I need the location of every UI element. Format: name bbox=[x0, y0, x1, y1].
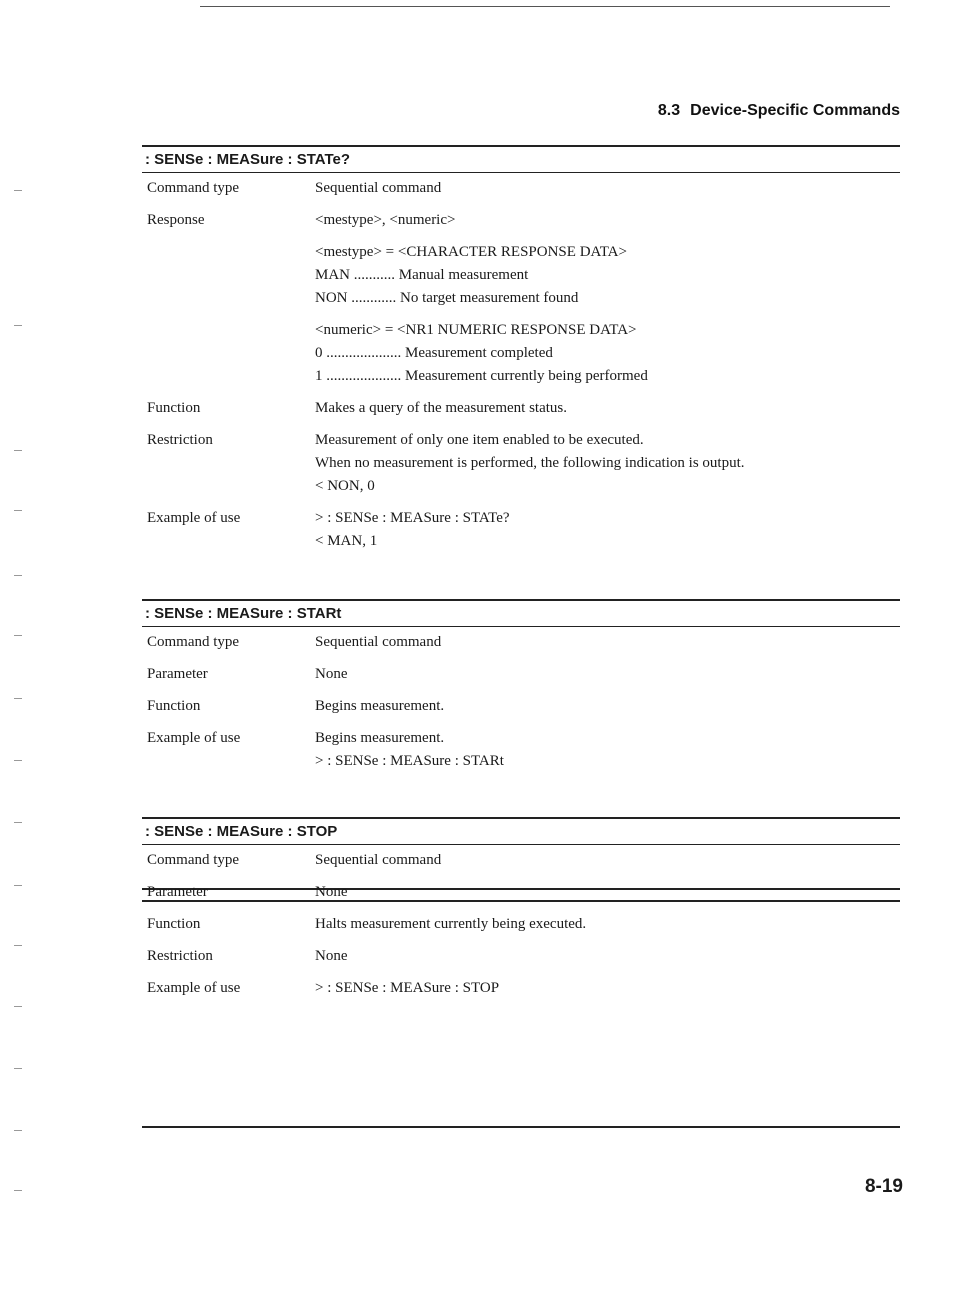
page-header bbox=[658, 102, 900, 120]
spec-value-line: None bbox=[315, 948, 348, 964]
spec-value-line: Halts measurement currently being executed. bbox=[315, 916, 587, 932]
spec-label: Command type bbox=[147, 180, 240, 196]
spec-value bbox=[315, 945, 900, 968]
spec-value-line: <numeric> = <NR1 NUMERIC RESPONSE DATA> bbox=[315, 322, 637, 338]
spec-value-line: Makes a query of the measurement status. bbox=[315, 400, 568, 416]
spec-label: Function bbox=[147, 916, 201, 932]
spec-value-line: Sequential command bbox=[315, 852, 442, 868]
spec-row bbox=[142, 241, 900, 310]
spec-value bbox=[315, 849, 900, 872]
spec-label: Restriction bbox=[147, 948, 213, 964]
spec-row bbox=[142, 631, 900, 654]
spec-value bbox=[315, 241, 900, 310]
spec-value bbox=[315, 663, 900, 686]
spec-value-line: Begins measurement. bbox=[315, 730, 445, 746]
spec-value-line: > : SENSe : MEASure : STOP bbox=[315, 980, 500, 996]
spec-value bbox=[315, 177, 900, 200]
spec-value bbox=[315, 631, 900, 654]
spec-value-line: Measurement of only one item enabled to be executed. bbox=[315, 432, 644, 448]
spec-value-line: None bbox=[315, 666, 348, 682]
spec-row bbox=[142, 397, 900, 420]
spec-row bbox=[142, 977, 900, 1000]
spec-value-line: NON ............ No target measurement found bbox=[315, 290, 579, 306]
section-stop bbox=[142, 817, 900, 1128]
spec-row bbox=[142, 507, 900, 553]
spec-value bbox=[315, 209, 900, 232]
spec-label: Restriction bbox=[147, 432, 213, 448]
spec-value bbox=[315, 727, 900, 773]
spec-value bbox=[315, 319, 900, 388]
spec-value bbox=[315, 507, 900, 553]
section-title: : SENSe : MEASure : STARt bbox=[142, 599, 900, 627]
section-end-rule bbox=[142, 1126, 900, 1128]
spec-row bbox=[142, 429, 900, 498]
spec-row bbox=[142, 849, 900, 872]
spec-value-line: < NON, 0 bbox=[315, 478, 375, 494]
spec-value-line: > : SENSe : MEASure : STATe? bbox=[315, 510, 510, 526]
spec-value bbox=[315, 695, 900, 718]
spec-value-line: > : SENSe : MEASure : STARt bbox=[315, 753, 504, 769]
spec-label: Command type bbox=[147, 634, 240, 650]
section-title: : SENSe : MEASure : STATe? bbox=[142, 145, 900, 173]
spec-label: Function bbox=[147, 698, 201, 714]
spec-label: Example of use bbox=[147, 980, 241, 996]
section-rows bbox=[142, 845, 900, 1000]
spec-value-line: <mestype>, <numeric> bbox=[315, 212, 456, 228]
spec-value-line: MAN ........... Manual measurement bbox=[315, 267, 529, 283]
section-rows bbox=[142, 173, 900, 553]
section-rows bbox=[142, 627, 900, 773]
page-number: 8-19 bbox=[864, 1176, 903, 1197]
spec-value-line: Sequential command bbox=[315, 180, 442, 196]
spec-row bbox=[142, 177, 900, 200]
spec-label bbox=[142, 241, 315, 310]
spec-value-line: None bbox=[315, 884, 348, 900]
section-title: : SENSe : MEASure : STOP bbox=[142, 817, 900, 845]
spec-label: Example of use bbox=[147, 730, 241, 746]
spec-label: Example of use bbox=[147, 510, 241, 526]
spec-value-line: Begins measurement. bbox=[315, 698, 445, 714]
spec-value bbox=[315, 977, 900, 1000]
spec-label: Response bbox=[147, 212, 205, 228]
spec-label: Parameter bbox=[147, 884, 208, 900]
spec-value-line: < MAN, 1 bbox=[315, 533, 378, 549]
spec-label: Parameter bbox=[147, 666, 208, 682]
spec-row bbox=[142, 695, 900, 718]
spec-value-line: <mestype> = <CHARACTER RESPONSE DATA> bbox=[315, 244, 627, 260]
spec-row bbox=[142, 945, 900, 968]
spec-value-line: 0 .................... Measurement completed bbox=[315, 345, 553, 361]
spec-value-line: When no measurement is performed, the following indication is output. bbox=[315, 455, 745, 471]
spec-row bbox=[142, 727, 900, 773]
spec-label: Function bbox=[147, 400, 201, 416]
spec-value-line: Sequential command bbox=[315, 634, 442, 650]
spec-label bbox=[142, 319, 315, 388]
spec-row bbox=[142, 913, 900, 936]
top-rule bbox=[200, 6, 890, 7]
spec-value-line: 1 .................... Measurement currently being performed bbox=[315, 368, 648, 384]
spec-value bbox=[315, 881, 900, 904]
spec-row bbox=[142, 881, 900, 904]
spec-row bbox=[142, 319, 900, 388]
spec-value bbox=[315, 913, 900, 936]
spec-value bbox=[315, 397, 900, 420]
spec-row bbox=[142, 663, 900, 686]
spec-value bbox=[315, 429, 900, 498]
header-section-title: Device-Specific Commands bbox=[690, 102, 900, 119]
header-section-number: 8.3 bbox=[657, 102, 681, 119]
spec-row bbox=[142, 209, 900, 232]
spec-label: Command type bbox=[147, 852, 240, 868]
